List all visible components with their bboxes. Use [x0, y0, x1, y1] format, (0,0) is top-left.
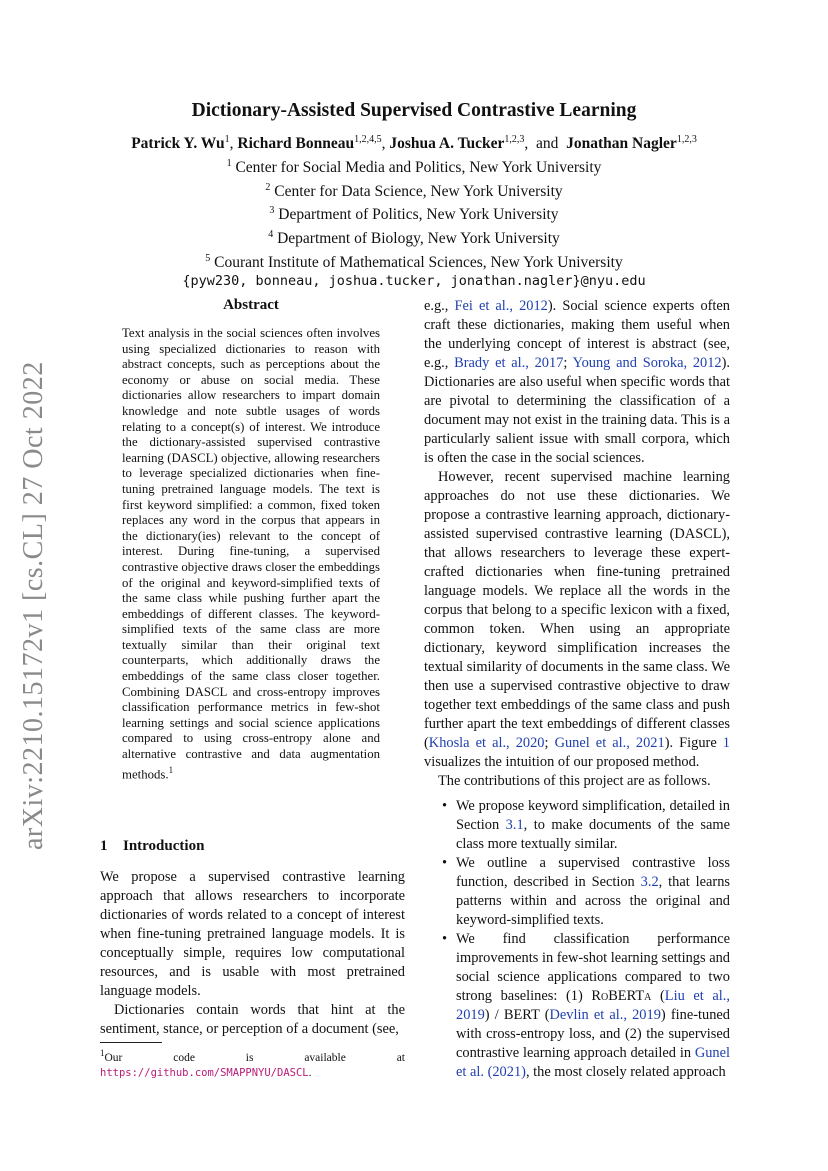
- intro-left-column: [100, 868, 405, 1039]
- citation-link[interactable]: Gunel et al., 2021: [554, 735, 665, 751]
- abstract-heading: Abstract: [223, 297, 279, 313]
- footnote-mark[interactable]: 1: [168, 764, 174, 775]
- citation-link[interactable]: Brady et al., 2017: [454, 355, 564, 371]
- affiliation-list: [0, 154, 828, 292]
- paragraph: Dictionaries contain words that hint at the sentiment, stance, or perception of a document (see,: [100, 1002, 405, 1037]
- bullet-icon: •: [442, 855, 448, 871]
- paragraph: However, recent supervised machine learning approaches do not use these dictionaries. We propose a contrastive learning approach, dictionary-assisted supervised contrastive learning (DASCL), that allows researchers to leverage these expert-crafted dictionaries when fine-tuning pretrained language models. We replace all the words in the corpus that belong to a specific lexicon with a fixed, common token. When using an appropriate dictionary, keyword simplification increases the textual similarity of documents in the same class. We then use a supervised contrastive objective to draw together text embeddings of the same class and push further apart the text embeddings of different classes (Khosla et al., 2020; Gunel et al., 2021). Figure 1 visualizes the intuition of our proposed method.: [424, 469, 730, 770]
- bullet-icon: •: [442, 931, 448, 947]
- paragraph: We propose a supervised contrastive learning approach that allows researchers to incorporate dictionaries of words related to a concept of interest when fine-tuning pretrained language models. It is conceptually simple, requires low computational resources, and is usable with most pretrained language models.: [100, 869, 405, 999]
- arxiv-stamp: arXiv:2210.15172v1 [cs.CL] 27 Oct 2022: [18, 361, 49, 850]
- affiliation: $^1$ Center for Social Media and Politics, New York University: [226, 158, 602, 177]
- paragraph: The contributions of this project are as follows.: [438, 773, 711, 789]
- author: Jonathan Nagler$^{1,2,3}$: [566, 134, 697, 153]
- footnote: $^1$Our code is available at https://github.com/SMAPPNYU/DASCL.: [100, 1048, 405, 1079]
- paragraph: e.g., Fei et al., 2012). Social science experts often craft these dictionaries, making them useful when the underlying concept of interest is abstract (see, e.g., Brady et al., 2017; Young and Soroka, 2012). Dictionaries are also useful when specific words that are pivotal to determining the classification of a document may not exist in the training data. This is a particularly salient issue with small corpora, which is often the case in the social sciences.: [424, 298, 731, 466]
- citation-link[interactable]: Devlin et al., 2019: [549, 1007, 661, 1023]
- list-item: • We find classification performance improvements in few-shot learning settings and social science applications compared to two strong baselines: (1) RoBERTa (Liu et al., 2019) / BERT (Devlin et al., 2019) fine-tuned with cross-entropy loss, and (2) the supervised contrastive learning approach detailed in Gunel et al. (2021), the most closely related approach: [442, 931, 730, 1080]
- paper-title: Dictionary-Assisted Supervised Contrastive Learning: [191, 100, 637, 121]
- footnote-rule: [100, 1042, 162, 1043]
- affiliation: $^3$ Department of Politics, New York University: [269, 205, 559, 224]
- bullet-icon: •: [442, 798, 448, 814]
- citation-link[interactable]: Khosla et al., 2020: [428, 735, 545, 751]
- contribution-list: [424, 797, 730, 1082]
- citation-link[interactable]: Young and Soroka, 2012: [572, 355, 722, 371]
- affiliation: $^5$ Courant Institute of Mathematical Sciences, New York University: [205, 252, 623, 271]
- section-ref-link[interactable]: 3.2: [640, 874, 659, 890]
- list-item: • We outline a supervised contrastive loss function, described in Section 3.2, that learns patterns within and across the original and keyword-simplified texts.: [442, 855, 730, 928]
- section-ref-link[interactable]: 3.1: [505, 817, 524, 833]
- affiliation: $^2$ Center for Data Science, New York University: [265, 181, 563, 200]
- citation-link[interactable]: Fei et al., 2012: [454, 298, 548, 314]
- author: Joshua A. Tucker$^{1,2,3}$, and: [389, 134, 567, 153]
- author-emails: {pyw230, bonneau, joshua.tucker, jonathan.nagler}@nyu.edu: [182, 273, 646, 290]
- list-item: • We propose keyword simplification, detailed in Section 3.1, to make documents of the same class more textually similar.: [442, 798, 730, 852]
- abstract-body: Text analysis in the social sciences often involves using specialized dictionaries to reason with abstract concepts, such as perceptions about the economy or abuse on social media. These dictionaries allow researchers to impart domain knowledge and note subtle usages of words relating to a concept(s) of interest. We introduce the dictionary-assisted supervised contrastive learning (DASCL) objective, allowing researchers to leverage specialized dictionaries when fine-tuning pretrained language models. The text is first keyword simplified: a common, fixed token replaces any word in the corpus that appears in the dictionary(ies) relevant to the concept of interest. During fine-tuning, a supervised contrastive objective draws closer the embeddings of the original and keyword-simplified texts of the same class while pushing further apart the embeddings of different classes. The keyword-simplified texts of the same class are more textually similar than their original text counterparts, which additionally draws the embeddings of the same class closer together. Combining DASCL and cross-entropy improves classification performance metrics in few-shot learning settings and social science applications compared to using cross-entropy alone and alternative contrastive and data augmentation methods.$^1$: [122, 326, 380, 781]
- affiliation: $^4$ Department of Biology, New York University: [268, 228, 560, 248]
- author: Patrick Y. Wu$^1$,: [131, 134, 238, 153]
- intro-right-column: [424, 297, 730, 1082]
- section-heading: 1 Introduction: [100, 838, 205, 854]
- author-list: [0, 134, 828, 153]
- citation-link[interactable]: Gunel et al. (2021): [456, 1045, 730, 1080]
- figure-ref-link[interactable]: 1: [722, 735, 730, 751]
- citation-link[interactable]: Liu et al., 2019: [456, 988, 730, 1023]
- author: Richard Bonneau$^{1,2,4,5}$,: [237, 134, 390, 153]
- code-link[interactable]: https://github.com/SMAPPNYU/DASCL: [100, 1066, 309, 1079]
